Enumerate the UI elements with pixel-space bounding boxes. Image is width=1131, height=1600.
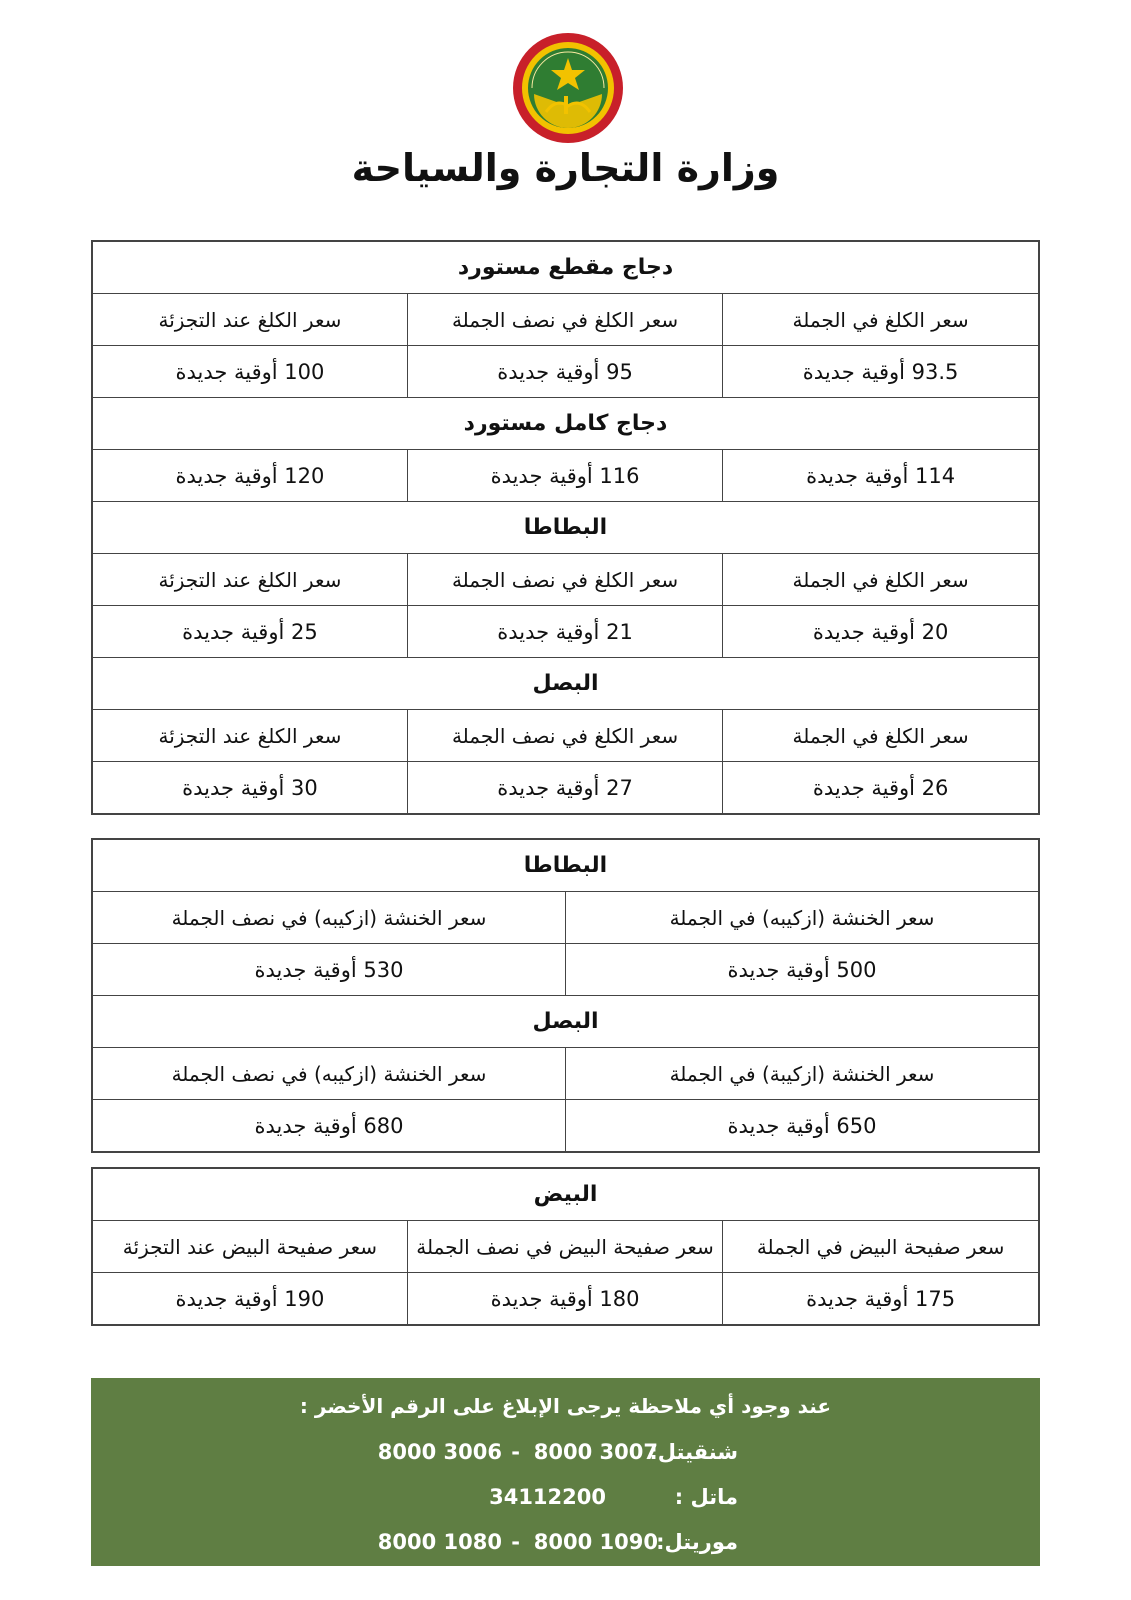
operator-name: شنقيتل:: [649, 1440, 738, 1464]
label-wholesale: سعر الكلغ في الجملة: [723, 554, 1039, 606]
price-cell: 680 أوقية جديدة: [92, 1100, 566, 1153]
price-cell: 650 أوقية جديدة: [566, 1100, 1040, 1153]
price-cell: 180 أوقية جديدة: [407, 1273, 722, 1326]
green-line-notice: [91, 1378, 1040, 1566]
section-title-onion-sack: البصل: [92, 996, 1039, 1048]
label-sack-wholesale: سعر الخنشة (ازكيبة) في الجملة: [566, 1048, 1040, 1100]
separator: -: [511, 1440, 520, 1464]
price-cell: 20 أوقية جديدة: [723, 606, 1039, 658]
phone-number: 34112200: [489, 1485, 606, 1509]
price-cell: 25 أوقية جديدة: [92, 606, 407, 658]
price-cell: 120 أوقية جديدة: [92, 450, 407, 502]
price-cell: 175 أوقية جديدة: [723, 1273, 1039, 1326]
label-half-wholesale: سعر الكلغ في نصف الجملة: [407, 554, 722, 606]
sack-price-table: [91, 838, 1040, 1153]
section-title-eggs: البيض: [92, 1168, 1039, 1221]
label-retail: سعر الكلغ عند التجزئة: [92, 294, 407, 346]
phone-number: 8000 1080: [377, 1530, 502, 1554]
section-title-cut-chicken: دجاج مقطع مستورد: [92, 241, 1039, 294]
section-title-potato: البطاطا: [92, 502, 1039, 554]
label-retail: سعر الكلغ عند التجزئة: [92, 554, 407, 606]
label-wholesale: سعر الكلغ في الجملة: [723, 710, 1039, 762]
label-half-wholesale: سعر الكلغ في نصف الجملة: [407, 294, 722, 346]
price-cell: 190 أوقية جديدة: [92, 1273, 407, 1326]
label-wholesale: سعر الكلغ في الجملة: [723, 294, 1039, 346]
label-egg-wholesale: سعر صفيحة البيض في الجملة: [723, 1221, 1039, 1273]
label-half-wholesale: سعر الكلغ في نصف الجملة: [407, 710, 722, 762]
operator-name: ماتل :: [674, 1485, 738, 1509]
egg-price-table: [91, 1167, 1040, 1326]
section-title-onion: البصل: [92, 658, 1039, 710]
phone-number: 8000 3007: [533, 1440, 658, 1464]
operator-name: موريتل:: [656, 1530, 738, 1554]
phone-number: 8000 1090: [533, 1530, 658, 1554]
label-egg-retail: سعر صفيحة البيض عند التجزئة: [92, 1221, 407, 1273]
price-cell: 114 أوقية جديدة: [723, 450, 1039, 502]
label-retail: سعر الكلغ عند التجزئة: [92, 710, 407, 762]
price-cell: 27 أوقية جديدة: [407, 762, 722, 815]
price-table: [91, 240, 1040, 815]
section-title-potato-sack: البطاطا: [92, 839, 1039, 892]
price-cell: 26 أوقية جديدة: [723, 762, 1039, 815]
separator: -: [511, 1530, 520, 1554]
label-egg-half-wholesale: سعر صفيحة البيض في نصف الجملة: [407, 1221, 722, 1273]
price-cell: 530 أوقية جديدة: [92, 944, 566, 996]
phone-number: 8000 3006: [377, 1440, 502, 1464]
price-cell: 500 أوقية جديدة: [566, 944, 1040, 996]
national-seal-logo: [512, 32, 624, 144]
price-cell: 100 أوقية جديدة: [92, 346, 407, 398]
price-cell: 116 أوقية جديدة: [407, 450, 722, 502]
label-sack-half-wholesale: سعر الخنشة (ازكيبه) في نصف الجملة: [92, 1048, 566, 1100]
price-cell: 30 أوقية جديدة: [92, 762, 407, 815]
section-title-whole-chicken: دجاج كامل مستورد: [92, 398, 1039, 450]
ministry-title: وزارة التجارة والسياحة: [351, 146, 780, 190]
price-cell: 93.5 أوقية جديدة: [723, 346, 1039, 398]
label-sack-half-wholesale: سعر الخنشة (ازكيبه) في نصف الجملة: [92, 892, 566, 944]
price-cell: 95 أوقية جديدة: [407, 346, 722, 398]
label-sack-wholesale: سعر الخنشة (ازكيبه) في الجملة: [566, 892, 1040, 944]
price-cell: 21 أوقية جديدة: [407, 606, 722, 658]
notice-text: عند وجود أي ملاحظة يرجى الإبلاغ على الرقم الأخضر :: [299, 1394, 832, 1418]
